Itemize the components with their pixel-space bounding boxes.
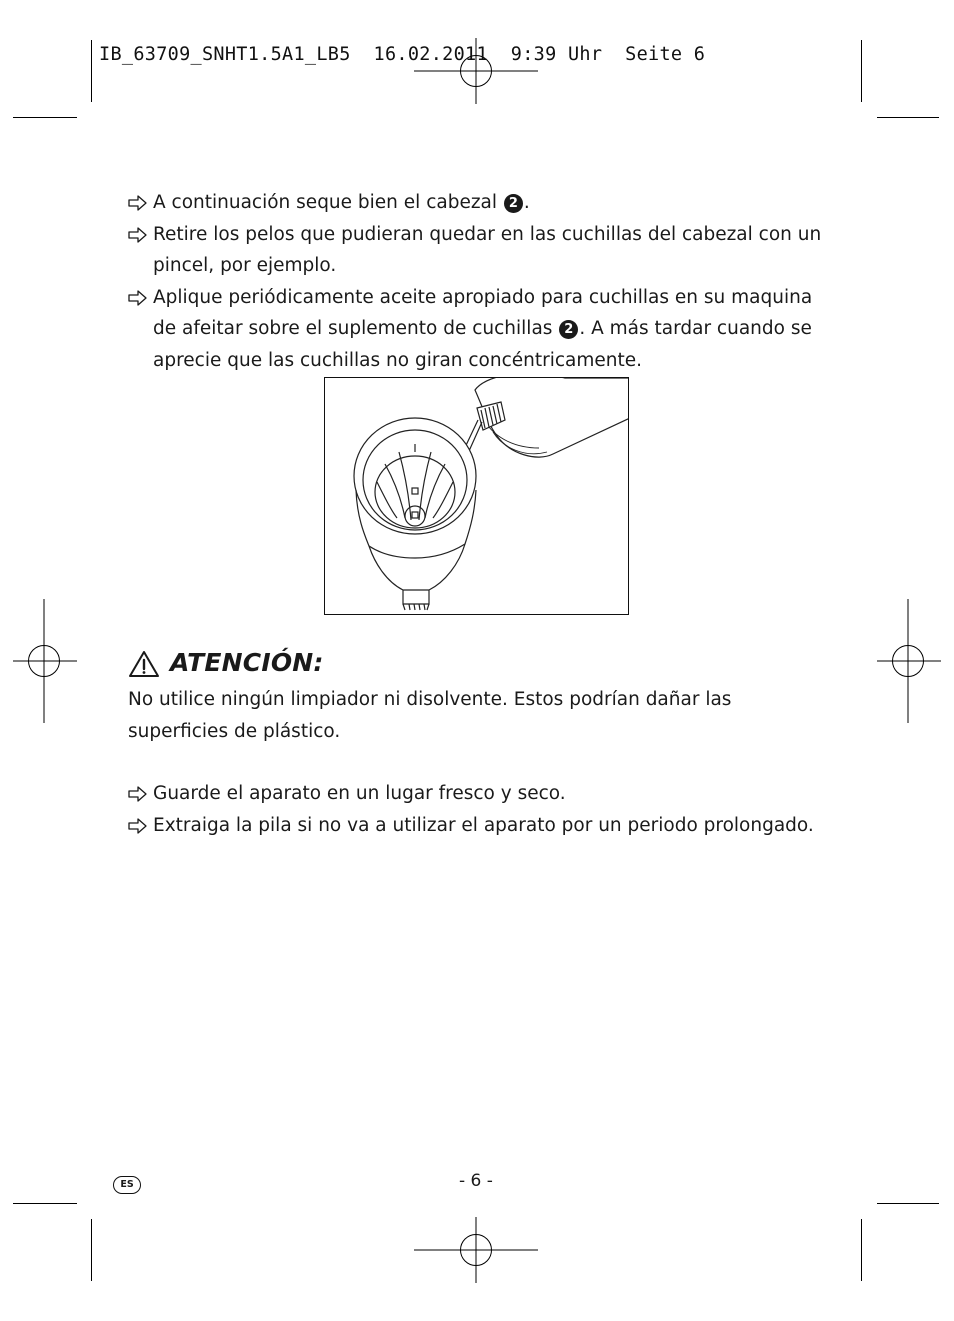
crop-mark bbox=[877, 117, 939, 118]
step-item: Guarde el aparato en un lugar fresco y seco. bbox=[128, 778, 828, 810]
crop-mark bbox=[91, 1219, 92, 1281]
print-header: IB_63709_SNHT1.5A1_LB5 16.02.2011 9:39 Uhr Seite 6 bbox=[99, 44, 706, 65]
arrow-right-icon bbox=[128, 227, 148, 243]
page-number: - 6 - bbox=[459, 1171, 493, 1191]
warning-heading: ATENCIÓN: bbox=[128, 648, 324, 677]
warning-text: No utilice ningún limpiador ni disolvente. Estos podrían dañar las superficies de plástico. bbox=[128, 689, 732, 742]
ref-number-badge: 2 bbox=[504, 194, 523, 213]
arrow-right-icon bbox=[128, 195, 148, 211]
crop-mark bbox=[13, 1203, 77, 1204]
ref-number-badge: 2 bbox=[559, 320, 578, 339]
crop-mark bbox=[877, 1203, 939, 1204]
language-badge: ES bbox=[113, 1176, 141, 1194]
step-item: Extraiga la pila si no va a utilizar el aparato por un periodo prolongado. bbox=[128, 810, 828, 842]
warning-triangle-icon bbox=[128, 650, 160, 678]
step-item: Retire los pelos que pudieran quedar en las cuchillas del cabezal con un pincel, por ejemplo. bbox=[128, 219, 828, 282]
registration-mark-right bbox=[877, 599, 941, 723]
arrow-right-icon bbox=[128, 786, 148, 802]
crop-mark bbox=[861, 40, 862, 102]
steps-bottom bbox=[128, 778, 828, 841]
crop-mark bbox=[861, 1219, 862, 1281]
crop-mark bbox=[13, 117, 77, 118]
steps-top bbox=[128, 187, 828, 376]
step-item: A continuación seque bien el cabezal 2 . bbox=[128, 187, 828, 219]
step-item: Aplique periódicamente aceite apropiado para cuchillas en su maquina de afeitar sobre el suplemento de cuchillas 2 . A más tardar cuando se aprecie que las cuchillas no giran concéntricamente. bbox=[128, 282, 828, 377]
illustration-oiling-cutter bbox=[324, 377, 629, 615]
registration-mark-bottom bbox=[414, 1217, 538, 1283]
crop-mark bbox=[91, 40, 92, 102]
arrow-right-icon bbox=[128, 290, 148, 306]
arrow-right-icon bbox=[128, 818, 148, 834]
registration-mark-left bbox=[13, 599, 77, 723]
shaver-head-oil-illustration bbox=[325, 378, 628, 614]
